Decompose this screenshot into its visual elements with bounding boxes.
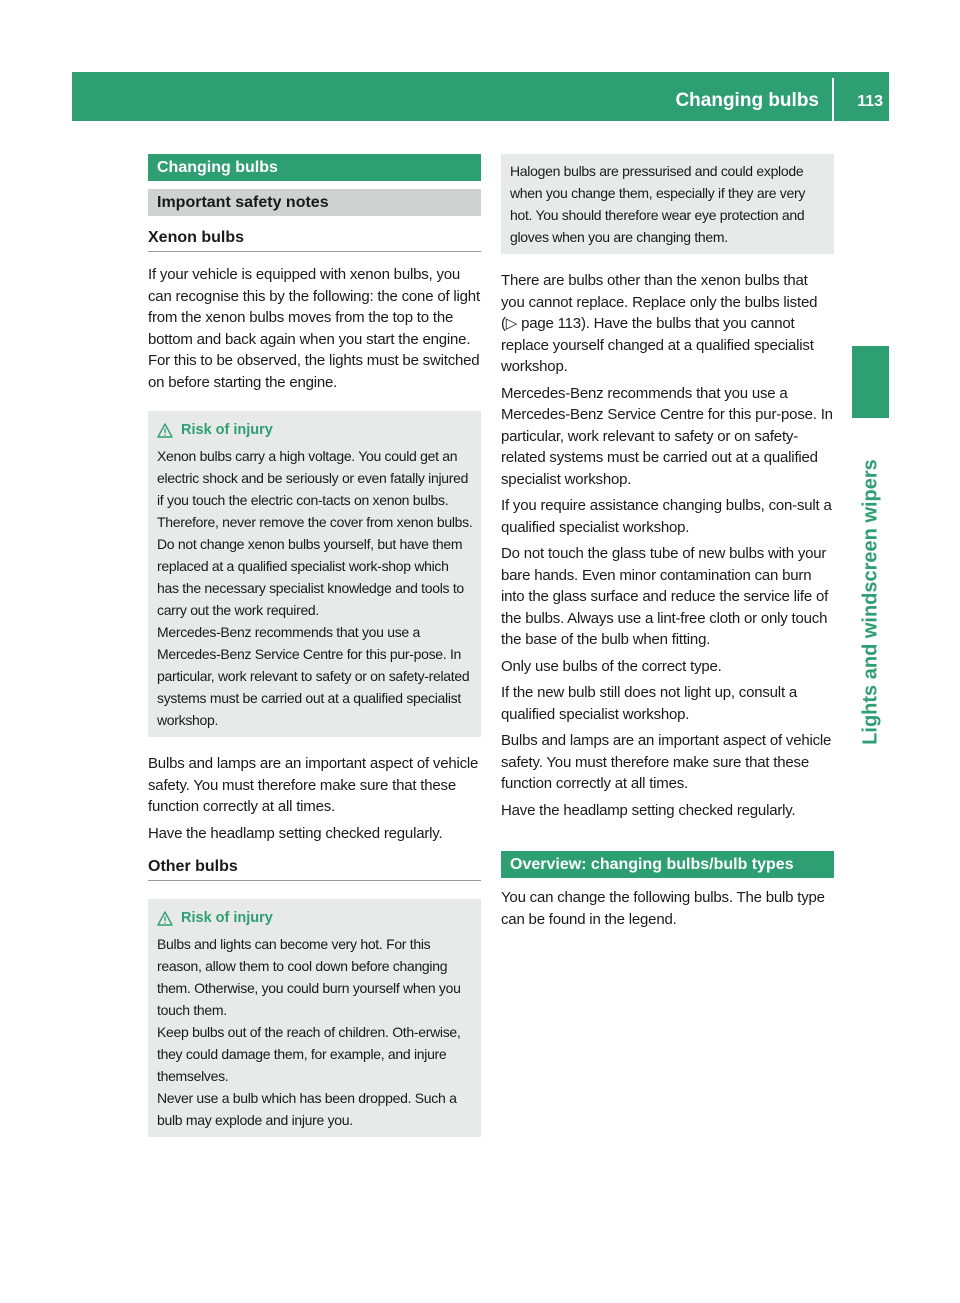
warning-triangle-icon: [157, 423, 173, 438]
body-paragraph: If the new bulb still does not light up, consult a qualified specialist workshop.: [501, 684, 798, 723]
warning-paragraph: Never use a bulb which has been dropped. Such a bulb may explode and injure you.: [157, 1090, 457, 1128]
body-paragraph: Bulbs and lamps are an important aspect of vehicle safety. You must therefore make sure that these function correctly at all times.: [501, 732, 832, 792]
body-paragraph: Have the headlamp setting checked regularly.: [148, 824, 443, 842]
xenon-warning-box: [148, 411, 481, 737]
page-header: [72, 72, 889, 121]
warning-title: [157, 907, 473, 929]
overview-text: You can change the following bulbs. The bulb type can be found in the legend.: [501, 889, 825, 928]
page-number: 113: [857, 93, 883, 110]
warning-paragraph: Keep bulbs out of the reach of children. Oth-erwise, they could damage them, for example, and injure themselves.: [157, 1024, 461, 1084]
warning-title-text: Risk of injury: [181, 422, 273, 438]
warning-paragraph: Bulbs and lights can become very hot. For this reason, allow them to cool down before changing them. Otherwise, you could burn yourself when you touch them.: [157, 936, 461, 1018]
other-bulbs-warning-box: [148, 899, 481, 1137]
warning-continued-box: [501, 154, 834, 254]
warning-triangle-icon: [157, 911, 173, 926]
body-paragraph: If you require assistance changing bulbs, con-sult a qualified specialist workshop.: [501, 497, 832, 536]
overview-section-title: Overview: changing bulbs/bulb types: [501, 851, 834, 878]
warning-paragraph: Mercedes-Benz recommends that you use a Mercedes-Benz Service Centre for this pur-pose. In particular, work relevant to safety or on safety-related systems must be carried out at a qualified specialist workshop.: [157, 624, 470, 728]
body-paragraph: Bulbs and lamps are an important aspect of vehicle safety. You must therefore make sure that these function correctly at all times.: [148, 755, 479, 815]
body-paragraph: Do not touch the glass tube of new bulbs with your bare hands. Even minor contamination can burn into the glass surface and reduce the service life of the bulbs. Always use a lint-free cloth or only touch the base of the bulb when fitting.: [501, 545, 829, 648]
warning-paragraph: Do not change xenon bulbs yourself, but have them replaced at a qualified specialist work-shop which has the necessary specialist knowledge and tools to carry out the work required.: [157, 536, 464, 618]
body-paragraph: Have the headlamp setting checked regularly.: [501, 801, 796, 819]
body-paragraph: There are bulbs other than the xenon bulbs that you cannot replace. Replace only the bulbs listed (▷ page 113). Have the bulbs that you cannot replace yourself changed at a qualified specialist workshop.: [501, 272, 818, 375]
warning-paragraph: Halogen bulbs are pressurised and could explode when you change them, especially if they are very hot. You should therefore wear eye protection and gloves when you are changing them.: [510, 163, 806, 245]
body-paragraph: Only use bulbs of the correct type.: [501, 657, 722, 675]
xenon-intro-text: If your vehicle is equipped with xenon bulbs, you can recognise this by the following: the cone of light from the xenon bulbs moves from the top to the bottom and back again when you start the engine. For this to be observed, the lights must be switched on before starting the engine.: [148, 266, 480, 391]
body-paragraph: Mercedes-Benz recommends that you use a Mercedes-Benz Service Centre for this pur-pose. In particular, work relevant to safety or on safety-related systems must be carried out at a qualified specialist workshop.: [501, 384, 833, 488]
other-bulbs-heading: Other bulbs: [148, 858, 481, 881]
subsection-title: Important safety notes: [148, 189, 481, 216]
chapter-tab-label: [852, 432, 889, 772]
warning-paragraph: Xenon bulbs carry a high voltage. You could get an electric shock and be seriously or even fatally injured if you touch the electric con-tacts on xenon bulbs. Therefore, never remove the cover from xenon bulbs.: [157, 448, 473, 530]
header-divider: [832, 78, 834, 121]
warning-title-text: Risk of injury: [181, 910, 273, 926]
section-title: Changing bulbs: [148, 154, 481, 181]
chapter-label-text: Lights and windscreen wipers: [859, 459, 881, 745]
warning-title: [157, 419, 473, 441]
right-column: [501, 154, 834, 935]
xenon-bulbs-heading: Xenon bulbs: [148, 229, 481, 252]
left-column: [148, 154, 481, 1153]
chapter-tab-marker: [852, 346, 889, 418]
header-title: Changing bulbs: [675, 90, 819, 111]
